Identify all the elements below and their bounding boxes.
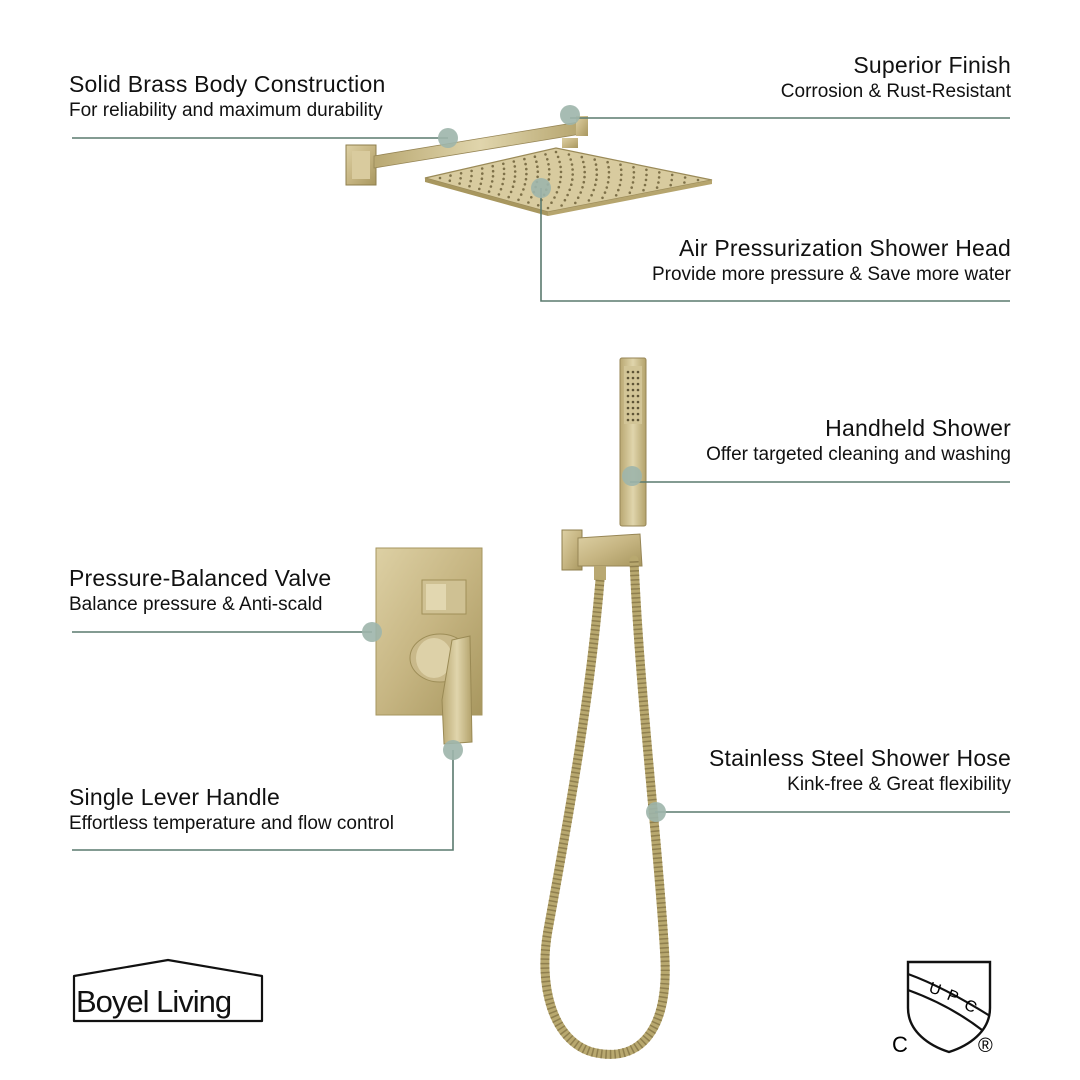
- nozzle-dot: [546, 158, 549, 161]
- feature-brass-body: [69, 70, 385, 123]
- nozzle-dot: [503, 173, 506, 176]
- nozzle-dot: [530, 196, 533, 199]
- nozzle-dot: [492, 175, 495, 178]
- upc-letter-c: C: [961, 996, 980, 1017]
- nozzle-dot: [656, 186, 659, 189]
- nozzle-dot: [534, 155, 537, 158]
- callout-dot-brass: [438, 128, 458, 148]
- nozzle-dot: [671, 174, 674, 177]
- nozzle-dot: [581, 186, 584, 189]
- nozzle-dot: [470, 170, 473, 173]
- nozzle-dot: [644, 184, 647, 187]
- nozzle-dot: [684, 176, 687, 179]
- nozzle-dot: [525, 173, 528, 176]
- nozzle-dot: [619, 184, 622, 187]
- nozzle-dot: [579, 191, 582, 194]
- nozzle-dot: [513, 160, 516, 163]
- nozzle-dot: [571, 168, 574, 171]
- nozzle-dot: [522, 188, 525, 191]
- nozzle-dot: [581, 156, 584, 159]
- nozzle-dot: [537, 204, 540, 207]
- handheld-nozzle-dot: [627, 419, 630, 422]
- handheld-nozzle-dot: [637, 419, 640, 422]
- nozzle-dot: [481, 172, 484, 175]
- nozzle-dot: [468, 185, 471, 188]
- nozzle-dot: [574, 202, 577, 205]
- nozzle-dot: [620, 174, 623, 177]
- mixing-valve: [376, 548, 482, 744]
- nozzle-dot: [556, 191, 559, 194]
- nozzle-dot: [555, 151, 558, 154]
- brand-name: Boyel Living: [76, 984, 232, 1019]
- nozzle-dot: [488, 190, 491, 193]
- nozzle-dot: [588, 199, 591, 202]
- handheld-nozzle-dot: [627, 389, 630, 392]
- nozzle-dot: [548, 168, 551, 171]
- brand-logo: [72, 958, 264, 1024]
- feature-title: Superior Finish: [853, 52, 1011, 78]
- nozzle-dot: [571, 173, 574, 176]
- handheld-nozzle-dot: [632, 389, 635, 392]
- nozzle-dot: [595, 178, 598, 181]
- nozzle-dot: [491, 180, 494, 183]
- nozzle-dot: [658, 176, 661, 179]
- nozzle-dot: [617, 189, 620, 192]
- nozzle-dot: [514, 175, 517, 178]
- nozzle-dot: [547, 207, 550, 210]
- nozzle-dot: [513, 180, 516, 183]
- cert-prefix-c: C: [892, 1032, 908, 1057]
- nozzle-dot: [449, 174, 452, 177]
- nozzle-dot: [632, 181, 635, 184]
- handheld-nozzle-dot: [637, 401, 640, 404]
- feature-superior-finish: [781, 51, 1011, 104]
- handheld-nozzle-dot: [632, 419, 635, 422]
- nozzle-dot: [606, 186, 609, 189]
- handheld-nozzle-dot: [637, 407, 640, 410]
- nozzle-dot: [632, 166, 635, 169]
- handheld-nozzle-dot: [632, 377, 635, 380]
- nozzle-dot: [658, 171, 661, 174]
- nozzle-dot: [525, 178, 528, 181]
- nozzle-dot: [582, 161, 585, 164]
- nozzle-dot: [537, 170, 540, 173]
- callout-dot-finish: [560, 105, 580, 125]
- feature-shower-hose: [709, 744, 1011, 797]
- nozzle-dot: [559, 181, 562, 184]
- upc-letter-u: U: [926, 979, 944, 1000]
- nozzle-dot: [560, 176, 563, 179]
- nozzle-dot: [512, 185, 515, 188]
- nozzle-dot: [469, 180, 472, 183]
- nozzle-dot: [536, 165, 539, 168]
- nozzle-dot: [503, 168, 506, 171]
- nozzle-dot: [502, 178, 505, 181]
- nozzle-dot: [458, 182, 461, 185]
- nozzle-dot: [553, 196, 556, 199]
- nozzle-dot: [577, 196, 580, 199]
- upc-letter-p: P: [944, 986, 961, 1007]
- nozzle-dot: [523, 158, 526, 161]
- handheld-nozzle-dot: [632, 407, 635, 410]
- nozzle-dot: [560, 204, 563, 207]
- feature-shower-head: [652, 234, 1011, 287]
- nozzle-dot: [670, 179, 673, 182]
- feature-title: Single Lever Handle: [69, 784, 280, 810]
- nozzle-dot: [568, 153, 571, 156]
- nozzle-dot: [570, 183, 573, 186]
- nozzle-dot: [595, 168, 598, 171]
- nozzle-dot: [525, 168, 528, 171]
- feature-subtitle: Kink-free & Great flexibility: [787, 774, 1011, 795]
- nozzle-dot: [560, 171, 563, 174]
- nozzle-dot: [568, 189, 571, 192]
- handheld-nozzle-dot: [627, 395, 630, 398]
- nozzle-dot: [645, 169, 648, 172]
- feature-title: Pressure-Balanced Valve: [69, 565, 332, 591]
- handheld-nozzle-dot: [627, 377, 630, 380]
- nozzle-dot: [558, 186, 561, 189]
- nozzle-dot: [657, 181, 660, 184]
- nozzle-dot: [491, 165, 494, 168]
- nozzle-dot: [492, 170, 495, 173]
- nozzle-dot: [606, 161, 609, 164]
- callout-dot-head: [531, 178, 551, 198]
- nozzle-dot: [620, 168, 623, 171]
- feature-title: Solid Brass Body Construction: [69, 71, 386, 97]
- nozzle-dot: [645, 179, 648, 182]
- handheld-nozzle-dot: [637, 413, 640, 416]
- nozzle-dot: [620, 179, 623, 182]
- feature-pressure-valve: [69, 564, 331, 617]
- feature-subtitle: For reliability and maximum durability: [69, 100, 383, 121]
- nozzle-dot: [481, 167, 484, 170]
- nozzle-dot: [514, 165, 517, 168]
- handheld-nozzle-dot: [632, 383, 635, 386]
- nozzle-dot: [593, 158, 596, 161]
- nozzle-dot: [608, 176, 611, 179]
- nozzle-dot: [470, 175, 473, 178]
- nozzle-dot: [548, 173, 551, 176]
- nozzle-dot: [669, 184, 672, 187]
- upc-certification-mark: [890, 958, 1002, 1058]
- nozzle-dot: [571, 178, 574, 181]
- feature-title: Air Pressurization Shower Head: [679, 235, 1011, 261]
- nozzle-dot: [566, 194, 569, 197]
- feature-subtitle: Balance pressure & Anti-scald: [69, 594, 323, 615]
- nozzle-dot: [536, 176, 539, 179]
- callout-dot-lever: [443, 740, 463, 760]
- nozzle-dot: [571, 163, 574, 166]
- nozzle-dot: [601, 197, 604, 200]
- rain-shower-head: [346, 116, 712, 216]
- nozzle-dot: [697, 179, 700, 182]
- nozzle-dot: [550, 201, 553, 204]
- nozzle-dot: [558, 161, 561, 164]
- nozzle-dot: [645, 174, 648, 177]
- upc-shield-icon: [890, 958, 1002, 1058]
- nozzle-dot: [564, 199, 567, 202]
- nozzle-dot: [608, 171, 611, 174]
- feature-subtitle: Effortless temperature and flow control: [69, 813, 394, 834]
- handheld-nozzle-dot: [627, 383, 630, 386]
- registered-mark: ®: [978, 1035, 993, 1057]
- nozzle-dot: [547, 163, 550, 166]
- callout-dot-valve: [362, 622, 382, 642]
- nozzle-dot: [544, 153, 547, 156]
- nozzle-dot: [520, 193, 523, 196]
- nozzle-dot: [592, 189, 595, 192]
- nozzle-dot: [502, 163, 505, 166]
- handheld-nozzle-dot: [627, 401, 630, 404]
- feature-title: Handheld Shower: [825, 415, 1011, 441]
- handheld-nozzle-dot: [627, 413, 630, 416]
- callout-dot-hose: [646, 802, 666, 822]
- nozzle-dot: [501, 183, 504, 186]
- nozzle-dot: [583, 181, 586, 184]
- handheld-nozzle-dot: [637, 389, 640, 392]
- nozzle-dot: [604, 191, 607, 194]
- handheld-nozzle-dot: [637, 383, 640, 386]
- nozzle-dot: [615, 194, 618, 197]
- leader-lines: [72, 118, 1010, 850]
- nozzle-dot: [557, 156, 560, 159]
- nozzle-dot: [583, 166, 586, 169]
- nozzle-dot: [633, 171, 636, 174]
- handheld-nozzle-dot: [632, 413, 635, 416]
- feature-handheld-shower: [706, 414, 1011, 467]
- handheld-nozzle-dot: [632, 395, 635, 398]
- nozzle-dot: [510, 191, 513, 194]
- nozzle-dot: [683, 181, 686, 184]
- handheld-nozzle-dot: [637, 371, 640, 374]
- nozzle-dot: [583, 171, 586, 174]
- nozzle-dot: [548, 178, 551, 181]
- nozzle-dot: [630, 186, 633, 189]
- nozzle-dot: [524, 163, 527, 166]
- nozzle-dot: [459, 177, 462, 180]
- nozzle-dot: [449, 179, 452, 182]
- nozzle-dot: [590, 194, 593, 197]
- nozzle-dot: [607, 181, 610, 184]
- nozzle-dot: [514, 170, 517, 173]
- nozzle-dot: [595, 163, 598, 166]
- callout-dot-handheld: [622, 466, 642, 486]
- nozzle-dot: [559, 166, 562, 169]
- feature-subtitle: Offer targeted cleaning and washing: [706, 444, 1011, 465]
- feature-subtitle: Corrosion & Rust-Resistant: [780, 81, 1011, 102]
- nozzle-dot: [480, 183, 483, 186]
- nozzle-dot: [629, 191, 632, 194]
- nozzle-dot: [478, 188, 481, 191]
- nozzle-dot: [596, 173, 599, 176]
- nozzle-dot: [619, 163, 622, 166]
- nozzle-dot: [481, 177, 484, 180]
- nozzle-dot: [535, 160, 538, 163]
- handheld-nozzle-dot: [632, 371, 635, 374]
- handheld-shower: [545, 358, 665, 1054]
- nozzle-dot: [517, 199, 520, 202]
- nozzle-dot: [632, 176, 635, 179]
- nozzle-dot: [642, 189, 645, 192]
- nozzle-dot: [439, 177, 442, 180]
- nozzle-dot: [569, 158, 572, 161]
- nozzle-dot: [524, 183, 527, 186]
- handheld-nozzle-dot: [632, 401, 635, 404]
- nozzle-dot: [490, 185, 493, 188]
- handheld-nozzle-dot: [627, 407, 630, 410]
- handheld-nozzle-dot: [637, 395, 640, 398]
- feature-title: Stainless Steel Shower Hose: [709, 745, 1011, 771]
- nozzle-dot: [507, 196, 510, 199]
- handheld-nozzle-dot: [637, 377, 640, 380]
- nozzle-dot: [607, 166, 610, 169]
- nozzle-dot: [460, 172, 463, 175]
- feature-lever-handle: [69, 783, 394, 836]
- handheld-nozzle-dot: [627, 371, 630, 374]
- nozzle-dot: [583, 176, 586, 179]
- nozzle-dot: [527, 201, 530, 204]
- nozzle-dot: [500, 188, 503, 191]
- nozzle-dot: [594, 184, 597, 187]
- feature-subtitle: Provide more pressure & Save more water: [651, 264, 1011, 285]
- nozzle-dot: [498, 193, 501, 196]
